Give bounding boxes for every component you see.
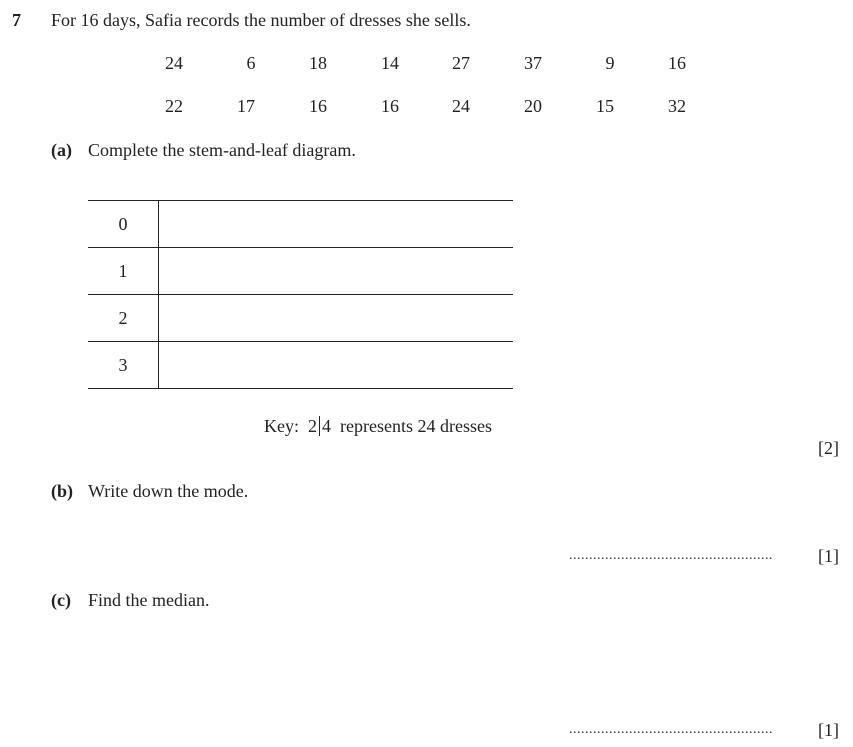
stem-row xyxy=(88,247,513,294)
stem-cell: 0 xyxy=(88,201,159,247)
data-value: 18 xyxy=(309,53,327,73)
data-value: 24 xyxy=(452,96,470,116)
data-value: 27 xyxy=(452,53,470,73)
leaf-cell[interactable] xyxy=(159,342,513,388)
stem-row xyxy=(88,294,513,341)
data-value: 22 xyxy=(165,96,183,116)
key-leaf: 4 xyxy=(322,416,331,436)
diagram-key xyxy=(264,416,492,437)
data-value: 16 xyxy=(309,96,327,116)
key-suffix: represents 24 dresses xyxy=(340,416,492,436)
data-value: 20 xyxy=(524,96,542,116)
question-intro: For 16 days, Safia records the number of dresses she sells. xyxy=(51,10,471,30)
key-stem: 2 xyxy=(308,416,317,436)
data-value: 24 xyxy=(165,53,183,73)
part-b-text: Write down the mode. xyxy=(88,481,249,501)
stem-row xyxy=(88,341,513,389)
question-number: 7 xyxy=(12,10,21,30)
data-value: 15 xyxy=(596,96,614,116)
key-divider xyxy=(319,416,320,436)
data-value: 6 xyxy=(246,53,256,73)
part-a-text: Complete the stem-and-leaf diagram. xyxy=(88,140,356,160)
part-a-letter: (a) xyxy=(51,140,72,160)
data-value: 17 xyxy=(237,96,255,116)
stem-row xyxy=(88,200,513,247)
stem-cell: 3 xyxy=(88,342,159,388)
part-c-marks: [1] xyxy=(818,720,839,740)
part-c-text: Find the median. xyxy=(88,590,210,610)
data-value: 37 xyxy=(524,53,542,73)
data-value: 32 xyxy=(668,96,686,116)
part-b-marks: [1] xyxy=(818,546,839,566)
part-b-answer-line[interactable]: ................................................... xyxy=(569,548,773,563)
part-a-marks: [2] xyxy=(818,438,839,458)
part-b-letter: (b) xyxy=(51,481,73,501)
part-c-answer-line[interactable]: ................................................... xyxy=(569,722,773,737)
leaf-cell[interactable] xyxy=(159,295,513,341)
data-value: 14 xyxy=(381,53,399,73)
stem-cell: 2 xyxy=(88,295,159,341)
stem-cell: 1 xyxy=(88,248,159,294)
key-prefix: Key: xyxy=(264,416,299,436)
data-value: 16 xyxy=(668,53,686,73)
leaf-cell[interactable] xyxy=(159,201,513,247)
part-c-letter: (c) xyxy=(51,590,71,610)
data-value: 16 xyxy=(381,96,399,116)
stem-and-leaf-diagram xyxy=(88,200,513,389)
data-value: 9 xyxy=(605,53,615,73)
leaf-cell[interactable] xyxy=(159,248,513,294)
